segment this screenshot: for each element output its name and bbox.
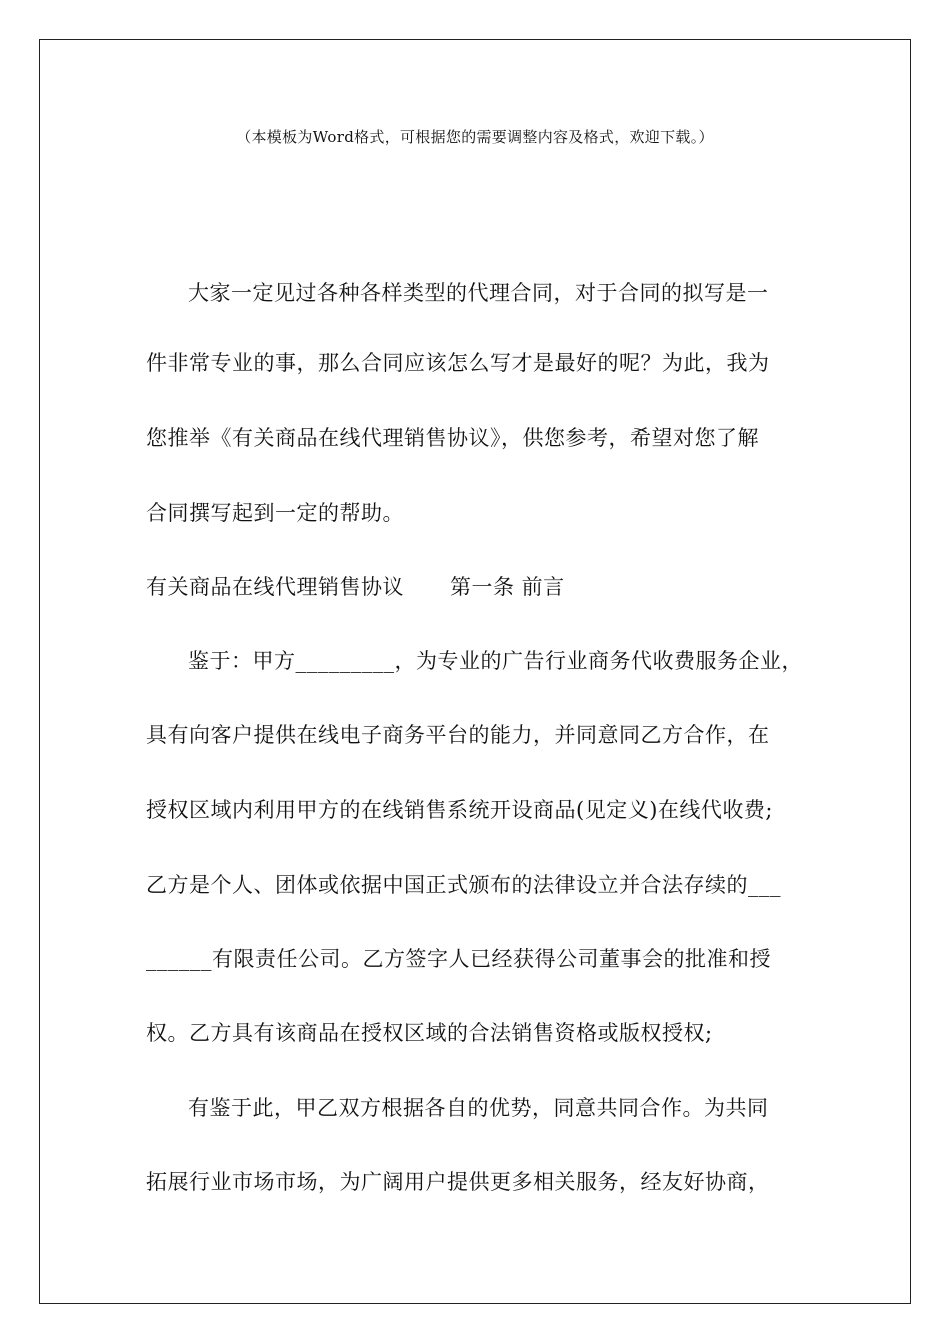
body-line-7: 有鉴于此，甲乙双方根据各自的优势，同意共同合作。为共同: [188, 1096, 769, 1120]
intro-line-2: 件非常专业的事，那么合同应该怎么写才是最好的呢？为此，我为: [146, 351, 770, 375]
body-line-2: 具有向客户提供在线电子商务平台的能力，并同意同乙方合作，在: [146, 723, 770, 747]
body-line-6: 权。乙方具有该商品在授权区域的合法销售资格或版权授权;: [146, 1021, 713, 1045]
intro-line-4: 合同撰写起到一定的帮助。: [146, 501, 404, 525]
template-note: （本模板为Word格式，可根据您的需要调整内容及格式，欢迎下载。）: [236, 128, 714, 146]
body-line-1: 鉴于：甲方_________，为专业的广告行业商务代收费服务企业，: [188, 649, 803, 673]
agreement-heading-row: [146, 574, 565, 600]
body-line-8: 拓展行业市场市场，为广阔用户提供更多相关服务，经友好协商，: [146, 1170, 770, 1194]
agreement-title: 有关商品在线代理销售协议: [146, 575, 404, 599]
body-line-5: ______有限责任公司。乙方签字人已经获得公司董事会的批准和授: [146, 947, 771, 971]
article-heading: 第一条 前言: [450, 575, 565, 599]
body-line-3: 授权区域内利用甲方的在线销售系统开设商品(见定义)在线代收费;: [146, 798, 773, 822]
intro-line-3: 您推举《有关商品在线代理销售协议》，供您参考，希望对您了解: [146, 426, 759, 450]
intro-line-1: 大家一定见过各种各样类型的代理合同，对于合同的拟写是一: [188, 281, 769, 305]
body-line-4: 乙方是个人、团体或依据中国正式颁布的法律设立并合法存续的___: [146, 873, 781, 897]
